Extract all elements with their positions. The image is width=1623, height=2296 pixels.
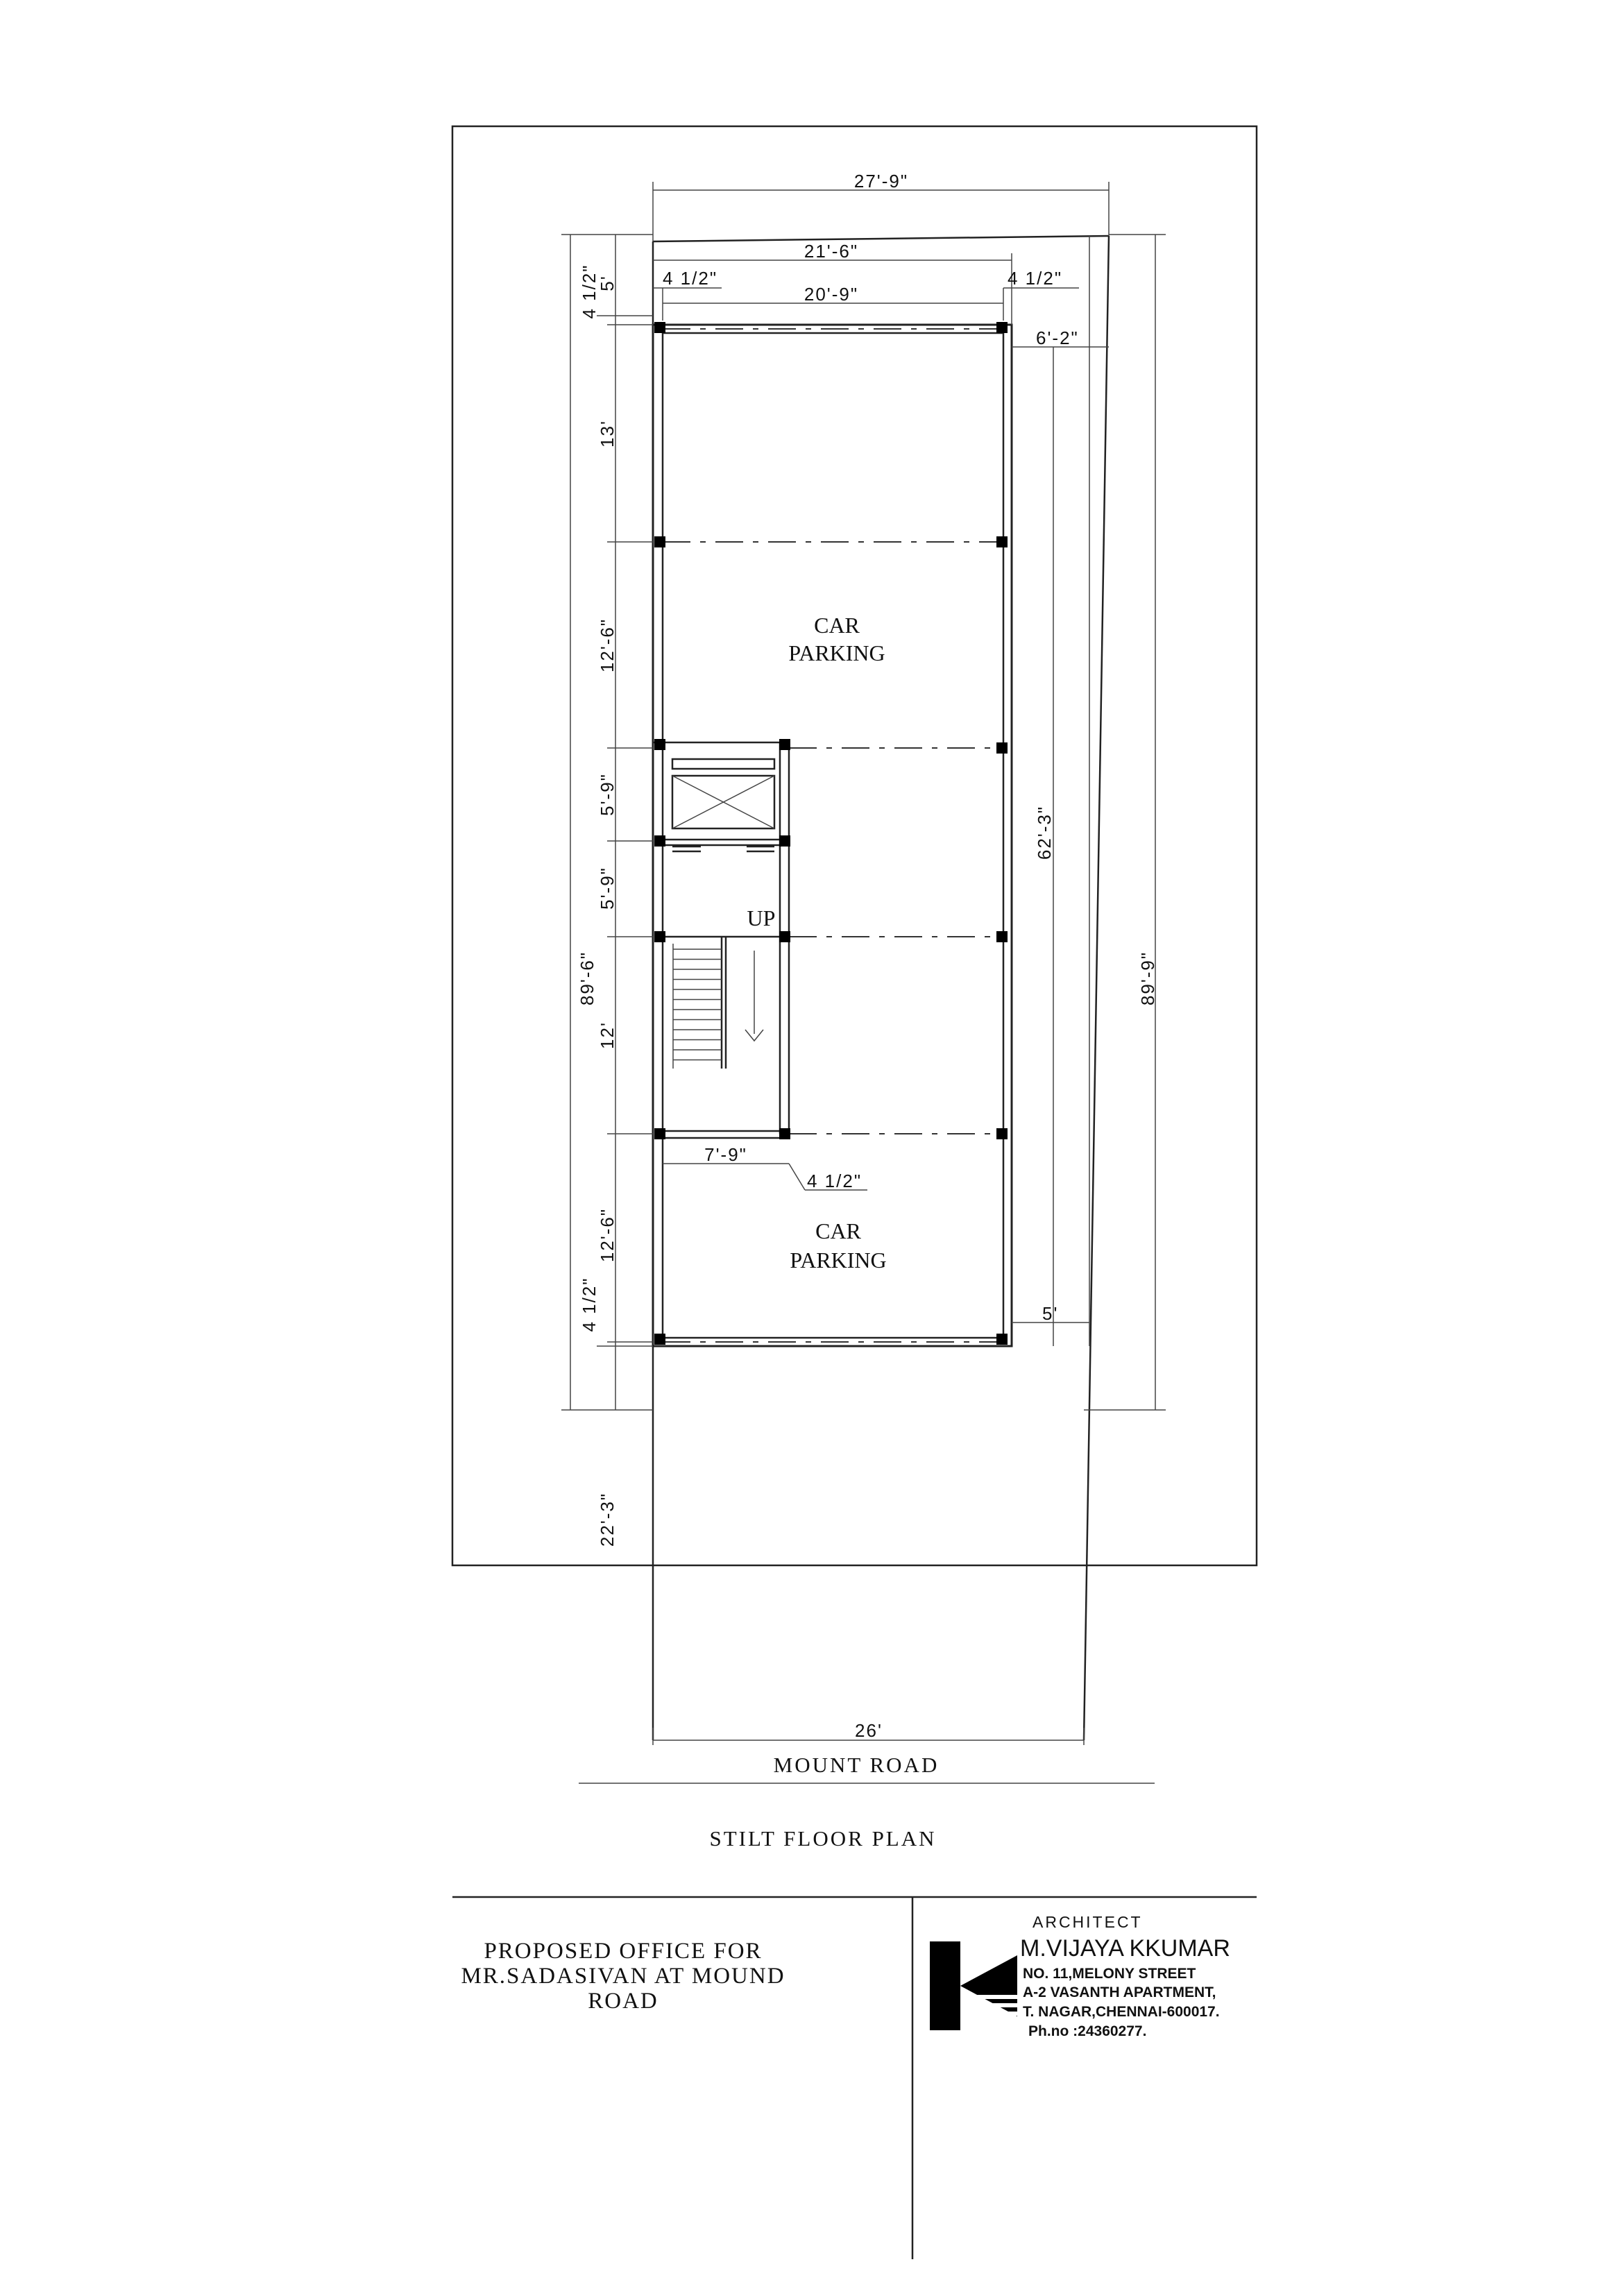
column [654, 835, 665, 847]
column [654, 1334, 665, 1345]
architect-address-1: NO. 11,MELONY STREET [1023, 1966, 1196, 1982]
dim-bay-2: 12'-6" [597, 618, 618, 673]
dim-bay-3: 5'-9" [597, 773, 618, 816]
dim-right-front-gap: 5' [1042, 1303, 1059, 1324]
architect-address-3: T. NAGAR,CHENNAI-600017. [1023, 2004, 1220, 2020]
column [654, 322, 665, 333]
project-line-3: ROAD [588, 1989, 658, 2014]
column [779, 739, 790, 750]
dim-right-building: 62'-3" [1034, 805, 1055, 860]
column [996, 742, 1008, 754]
dim-clear-width: 20'-9" [804, 284, 859, 305]
architect-name: M.VIJAYA KKUMAR [1020, 1935, 1230, 1962]
column [654, 1128, 665, 1139]
dim-left-rear-wall: 4 1/2" [579, 264, 600, 319]
project-info [461, 1939, 785, 2014]
dimension-labels [577, 171, 1158, 1741]
dim-left-rear-gap: 5' [597, 275, 618, 291]
column [996, 536, 1008, 547]
project-line-1: PROPOSED OFFICE FOR [484, 1939, 763, 1964]
dim-bay-6: 12'-6" [597, 1207, 618, 1263]
column [779, 835, 790, 847]
dim-bay-4: 5'-9" [597, 867, 618, 910]
architect-role: ARCHITECT [1033, 1913, 1143, 1931]
building-walls [653, 325, 1012, 1346]
column [996, 1128, 1008, 1139]
drawing-title: STILT FLOOR PLAN [709, 1826, 937, 1851]
room-label-upper-line2: PARKING [788, 640, 885, 665]
dim-stair-wall: 4 1/2" [807, 1171, 863, 1191]
project-line-2: MR.SADASIVAN AT MOUND [461, 1964, 785, 1989]
column [996, 1334, 1008, 1345]
column [996, 931, 1008, 942]
column [779, 931, 790, 942]
sheet-border [452, 126, 1257, 1565]
architect-logo [930, 1941, 1017, 2030]
architect-info [1020, 1913, 1230, 2039]
column [996, 322, 1008, 333]
dim-bay-1: 13' [597, 420, 618, 448]
dim-side-setback: 6'-2" [1036, 328, 1079, 348]
column [654, 739, 665, 750]
room-label-lower-line2: PARKING [790, 1248, 887, 1273]
dim-bay-5: 12' [597, 1021, 618, 1049]
dim-wall-right: 4 1/2" [1008, 268, 1063, 289]
column [654, 536, 665, 547]
dim-front-width: 26' [855, 1720, 883, 1741]
lift-shaft [672, 759, 774, 851]
dim-inner-width: 21'-6" [804, 241, 859, 262]
architect-phone: Ph.no :24360277. [1028, 2023, 1147, 2039]
dim-left-front-wall: 4 1/2" [579, 1277, 600, 1332]
architect-address-2: A-2 VASANTH APARTMENT, [1023, 1984, 1216, 2000]
dim-stair-width: 7'-9" [704, 1144, 747, 1165]
dim-right-total: 89'-9" [1137, 951, 1158, 1006]
dim-overall-width: 27'-9" [853, 171, 909, 192]
dim-wall-left: 4 1/2" [663, 268, 718, 289]
staircase [663, 937, 780, 1069]
dim-front-setback: 22'-3" [597, 1492, 618, 1547]
room-label-upper-line1: CAR [814, 613, 860, 638]
dim-left-total: 89'-6" [577, 951, 597, 1006]
road-label: MOUNT ROAD [773, 1753, 940, 1777]
room-label-lower-line1: CAR [815, 1218, 861, 1243]
column [779, 1128, 790, 1139]
stair-up-label: UP [747, 905, 776, 930]
column [654, 931, 665, 942]
